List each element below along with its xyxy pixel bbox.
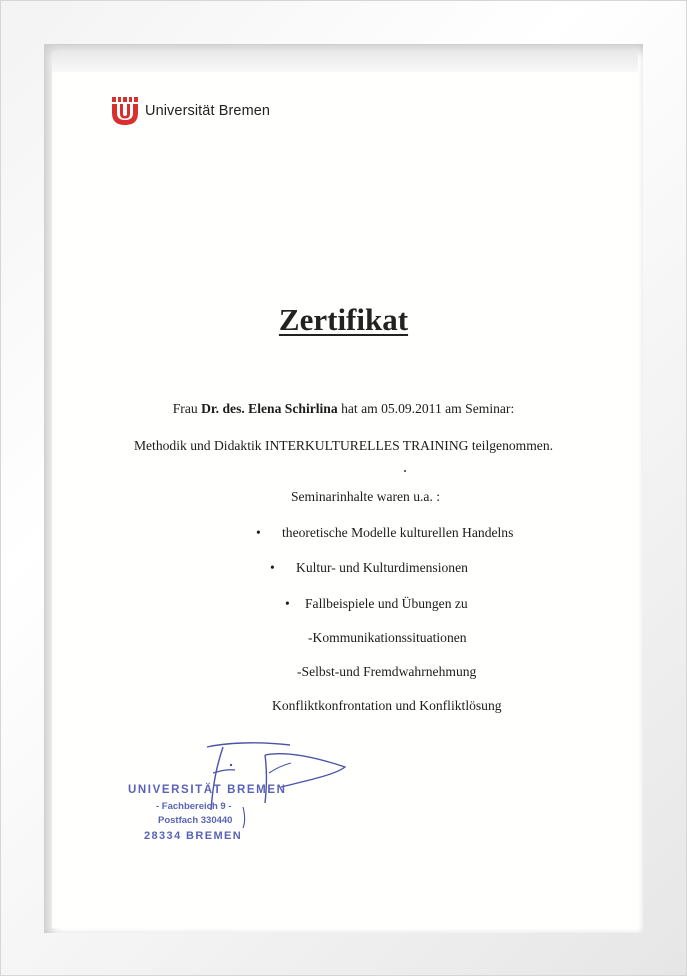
university-name: Universität Bremen [145,103,271,119]
paper-top-shadow [52,52,638,74]
stamp-line-3: Postfach 330440 [158,815,233,826]
bullet-icon: • [256,525,261,540]
bullet-icon: • [270,560,275,575]
university-logo-icon [110,96,140,126]
certificate-title: Zertifikat [278,302,409,337]
seminar-line: Methodik und Didaktik INTERKULTURELLES TRAINING teilgenommen. [133,438,554,453]
list-item-text: theoretische Modelle kulturellen Handelns [282,525,514,540]
sub-item: Konfliktkonfrontation und Konfliktlösung [272,698,502,713]
list-item [270,560,468,576]
intro-prefix: Frau [172,401,202,416]
university-logo [110,96,270,126]
contents-heading: Seminarinhalte waren u.a. : [290,489,441,504]
list-item [256,525,513,541]
list-item-text: Kultur- und Kulturdimensionen [296,560,468,575]
stamp-line-1: UNIVERSITÄT BREMEN [128,784,287,796]
list-item [285,596,468,612]
sub-item: -Selbst-und Fremdwahrnehmung [297,664,477,679]
stamp-line-4: 28334 BREMEN [144,830,243,842]
sub-item: -Kommunikationssituationen [308,630,467,645]
intro-suffix: hat am 05.09.2011 am Seminar: [337,401,515,416]
stray-dot [404,470,406,472]
stamp-line-2: - Fachbereich 9 - [156,801,232,812]
recipient-name: Dr. des. Elena Schirlina [201,401,338,416]
intro-line [0,401,687,417]
bullet-icon: • [285,596,290,611]
list-item-text: Fallbeispiele und Übungen zu [305,596,468,611]
